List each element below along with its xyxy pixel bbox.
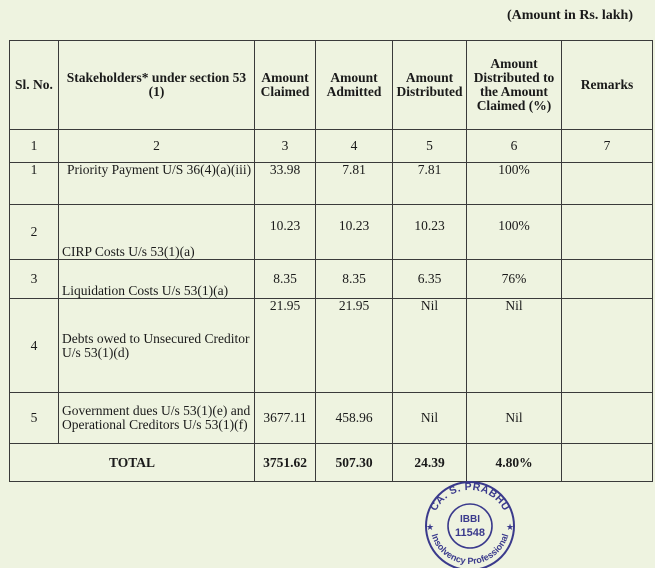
- header-sl-no: Sl. No.: [10, 41, 59, 130]
- row-distributed: 10.23: [393, 205, 467, 260]
- row-percent: 100%: [467, 163, 562, 205]
- distribution-table: [9, 40, 653, 482]
- stamp-star-right: ★: [506, 523, 515, 533]
- row-admitted: 8.35: [316, 260, 393, 299]
- row-stakeholder: Debts owed to Unsecured Creditor U/s 53(1)(d): [59, 299, 255, 393]
- header-row: [10, 41, 653, 130]
- row-remarks: [562, 205, 653, 260]
- column-number: 1: [10, 130, 59, 163]
- row-admitted: 21.95: [316, 299, 393, 393]
- column-number-row: [10, 130, 653, 163]
- row-claimed: 21.95: [255, 299, 316, 393]
- table-row: [10, 393, 653, 444]
- table-row: [10, 299, 653, 393]
- column-number: 7: [562, 130, 653, 163]
- header-amount-admitted: Amount Admitted: [316, 41, 393, 130]
- row-distributed: 6.35: [393, 260, 467, 299]
- column-number: 6: [467, 130, 562, 163]
- svg-text:CA. S. PRABHU: [428, 481, 512, 513]
- header-remarks: Remarks: [562, 41, 653, 130]
- row-sl-no: 2: [10, 205, 59, 260]
- row-distributed: 7.81: [393, 163, 467, 205]
- total-percent: 4.80%: [467, 444, 562, 482]
- header-stakeholders: Stakeholders* under section 53 (1): [59, 41, 255, 130]
- table-row: [10, 260, 653, 299]
- row-stakeholder: CIRP Costs U/s 53(1)(a): [59, 205, 255, 260]
- total-admitted: 507.30: [316, 444, 393, 482]
- stamp-top-text: CA. S. PRABHU: [427, 480, 513, 514]
- professional-stamp: [418, 476, 522, 568]
- row-claimed: 8.35: [255, 260, 316, 299]
- row-admitted: 7.81: [316, 163, 393, 205]
- row-claimed: 10.23: [255, 205, 316, 260]
- row-claimed: 33.98: [255, 163, 316, 205]
- column-number: 4: [316, 130, 393, 163]
- table-row: [10, 163, 653, 205]
- row-stakeholder: Priority Payment U/S 36(4)(a)(iii): [59, 163, 255, 205]
- header-distributed-percent: Amount Distributed to the Amount Claimed (%): [467, 41, 562, 130]
- total-remarks: [562, 444, 653, 482]
- row-sl-no: 5: [10, 393, 59, 444]
- row-sl-no: 1: [10, 163, 59, 205]
- row-admitted: 10.23: [316, 205, 393, 260]
- row-percent: Nil: [467, 393, 562, 444]
- total-row: [10, 444, 653, 482]
- row-claimed: 3677.11: [255, 393, 316, 444]
- total-claimed: 3751.62: [255, 444, 316, 482]
- row-stakeholder: Government dues U/s 53(1)(e) and Operational Creditors U/s 53(1)(f): [59, 393, 255, 444]
- row-remarks: [562, 299, 653, 393]
- table-row: [10, 205, 653, 260]
- stamp-center-top: IBBI: [460, 514, 480, 525]
- header-amount-claimed: Amount Claimed: [255, 41, 316, 130]
- stamp-bottom-text: Insolvency Professional: [429, 532, 511, 567]
- stamp-center-num: 11548: [455, 527, 485, 539]
- column-number: 5: [393, 130, 467, 163]
- column-number: 2: [59, 130, 255, 163]
- row-stakeholder: Liquidation Costs U/s 53(1)(a): [59, 260, 255, 299]
- row-sl-no: 4: [10, 299, 59, 393]
- header-amount-distributed: Amount Distributed: [393, 41, 467, 130]
- row-percent: 100%: [467, 205, 562, 260]
- row-distributed: Nil: [393, 299, 467, 393]
- row-sl-no: 3: [10, 260, 59, 299]
- row-percent: Nil: [467, 299, 562, 393]
- stamp-star-left: ★: [426, 523, 435, 533]
- row-remarks: [562, 393, 653, 444]
- row-admitted: 458.96: [316, 393, 393, 444]
- row-remarks: [562, 260, 653, 299]
- row-remarks: [562, 163, 653, 205]
- column-number: 3: [255, 130, 316, 163]
- total-distributed: 24.39: [393, 444, 467, 482]
- row-percent: 76%: [467, 260, 562, 299]
- total-label: TOTAL: [10, 444, 255, 482]
- unit-note: (Amount in Rs. lakh): [506, 8, 633, 23]
- stamp-inner-ring: [448, 504, 492, 548]
- row-distributed: Nil: [393, 393, 467, 444]
